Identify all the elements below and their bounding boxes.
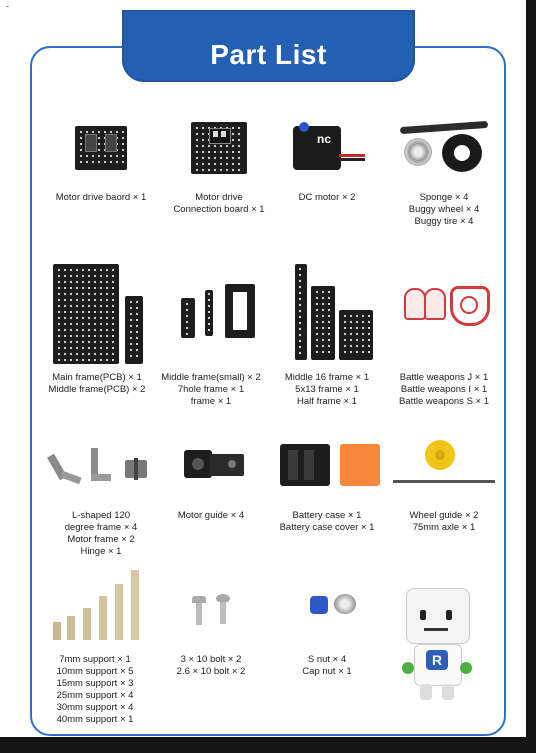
caption-line: L-shaped 120 bbox=[71, 510, 131, 521]
nuts-image bbox=[282, 566, 372, 644]
caption-line: Buggy tire × 4 bbox=[414, 216, 474, 227]
caption-line: Main frame(PCB) × 1 bbox=[52, 372, 142, 383]
part-middle-16-frame bbox=[268, 264, 386, 408]
l-shaped-frame-image bbox=[49, 440, 153, 498]
caption-line: Battle weapons J × 1 bbox=[399, 372, 489, 383]
caption-line: 7hole frame × 1 bbox=[177, 384, 245, 395]
battery-case-image bbox=[272, 440, 382, 498]
part-wheel-guide bbox=[385, 440, 503, 534]
part-middle-frame-small bbox=[152, 264, 270, 408]
caption-line: degree frame × 4 bbox=[64, 522, 138, 533]
battle-weapons-image bbox=[394, 264, 494, 366]
caption-line: 25mm support × 4 bbox=[56, 690, 134, 701]
caption-line: 7mm support × 1 bbox=[59, 654, 131, 665]
part-motor-guide bbox=[152, 440, 270, 522]
part-battle-weapons bbox=[385, 264, 503, 408]
caption-line: 15mm support × 3 bbox=[56, 678, 134, 689]
dc-motor-image: nc bbox=[287, 120, 367, 174]
part-bolts bbox=[152, 566, 270, 678]
motor-drive-board-image bbox=[71, 120, 131, 174]
corner-mark: ˜ bbox=[6, 5, 9, 14]
caption-line: Buggy wheel × 4 bbox=[408, 204, 480, 215]
caption-line: Battle weapons S × 1 bbox=[398, 396, 490, 407]
page-edge-bottom bbox=[0, 737, 536, 753]
part-nuts bbox=[268, 566, 386, 678]
title-tab bbox=[122, 10, 415, 82]
caption-line: Motor drive bbox=[195, 192, 243, 203]
caption-line: frame × 1 bbox=[190, 396, 232, 407]
part-dc-motor bbox=[268, 120, 386, 204]
caption-line: Connection board × 1 bbox=[173, 204, 265, 215]
part-motor-drive-connection-board bbox=[160, 120, 278, 216]
robot-mascot bbox=[400, 588, 476, 708]
caption-line: Battery case × 1 bbox=[292, 510, 362, 521]
caption-line: Motor guide × 4 bbox=[177, 510, 245, 521]
main-frame-image bbox=[47, 264, 147, 366]
part-motor-drive-board bbox=[42, 120, 160, 204]
mascot-badge: R bbox=[426, 650, 448, 670]
caption-line: Battle weapons I × 1 bbox=[400, 384, 488, 395]
connection-board-image bbox=[189, 120, 249, 174]
caption-line: Wheel guide × 2 bbox=[409, 510, 479, 521]
part-battery-case bbox=[268, 440, 386, 534]
bolts-image bbox=[166, 566, 256, 644]
caption-line: Cap nut × 1 bbox=[302, 666, 352, 677]
middle-frame-small-image bbox=[161, 264, 261, 366]
caption-line: Middle frame(PCB) × 2 bbox=[48, 384, 146, 395]
page-edge-right bbox=[526, 0, 536, 753]
part-supports bbox=[36, 566, 154, 726]
caption-line: Sponge × 4 bbox=[419, 192, 469, 203]
part-buggy-wheel-set bbox=[385, 120, 503, 228]
caption-line: Half frame × 1 bbox=[297, 396, 357, 407]
caption-line: Motor frame × 2 bbox=[67, 534, 135, 545]
caption-line: Hinge × 1 bbox=[80, 546, 122, 557]
caption-line: 40mm support × 1 bbox=[56, 714, 134, 725]
caption-line: 5x13 frame × 1 bbox=[295, 384, 359, 395]
caption-line: DC motor × 2 bbox=[298, 192, 356, 203]
caption-line: S nut × 4 bbox=[307, 654, 347, 665]
wheel-guide-image bbox=[389, 440, 499, 498]
caption-line: 30mm support × 4 bbox=[56, 702, 134, 713]
buggy-wheel-image bbox=[396, 120, 492, 174]
caption-line: 10mm support × 5 bbox=[56, 666, 134, 677]
caption-line: Battery case cover × 1 bbox=[279, 522, 375, 533]
supports-image bbox=[43, 566, 147, 644]
caption-line: Middle 16 frame × 1 bbox=[284, 372, 370, 383]
caption-line: 75mm axle × 1 bbox=[412, 522, 476, 533]
middle-16-frame-image bbox=[277, 264, 377, 366]
part-main-frame bbox=[38, 264, 156, 396]
caption-line: 3 × 10 bolt × 2 bbox=[180, 654, 242, 665]
caption-line: 2.6 × 10 bolt × 2 bbox=[176, 666, 246, 677]
part-l-shaped-frame bbox=[42, 440, 160, 558]
page-title: Part List bbox=[210, 39, 327, 70]
caption-line: Motor drive baord × 1 bbox=[55, 192, 147, 203]
caption-line: Middle frame(small) × 2 bbox=[161, 372, 261, 383]
motor-guide-image bbox=[166, 440, 256, 498]
